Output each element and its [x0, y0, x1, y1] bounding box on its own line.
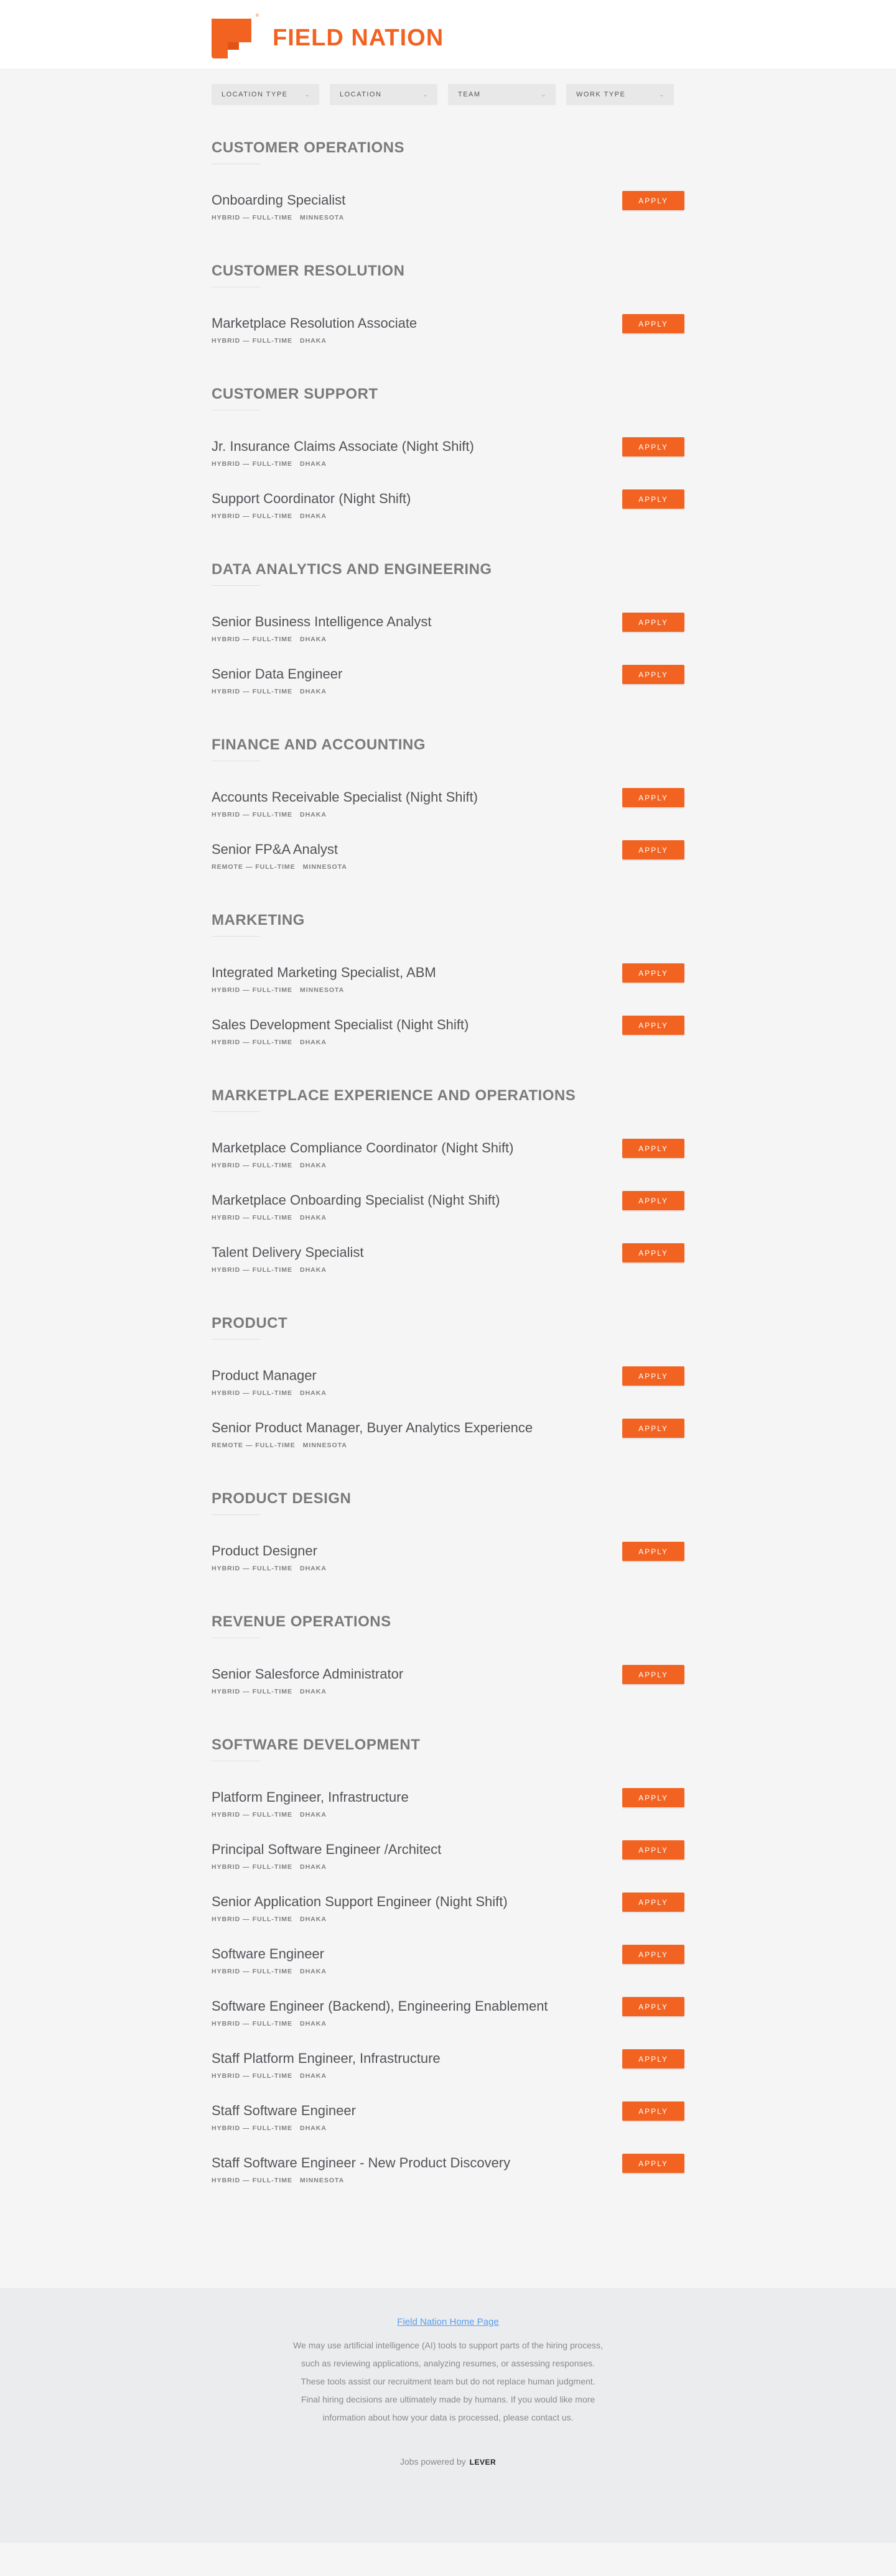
job-posting: [212, 1543, 684, 1595]
section-title: CUSTOMER OPERATIONS: [212, 139, 404, 156]
job-meta: [212, 1039, 684, 1046]
chevron-down-icon: ⌄: [659, 91, 665, 98]
job-postings: [212, 139, 684, 2207]
job-location: MINNESOTA: [300, 214, 345, 221]
section-product-design: [212, 1490, 684, 1595]
apply-button[interactable]: APPLY: [622, 489, 684, 509]
filter-label: WORK TYPE: [576, 91, 626, 98]
job-work-type: HYBRID — FULL-TIME: [212, 2177, 292, 2184]
job-location: DHAKA: [300, 1214, 327, 1221]
job-meta: [212, 811, 684, 818]
section-divider: [212, 1111, 260, 1112]
section-title: PRODUCT: [212, 1315, 288, 1332]
section-title: PRODUCT DESIGN: [212, 1490, 352, 1507]
apply-button[interactable]: APPLY: [622, 963, 684, 983]
job-location: DHAKA: [300, 460, 327, 468]
filter-label: LOCATION TYPE: [222, 91, 288, 98]
job-posting: [212, 614, 684, 666]
job-location: DHAKA: [300, 1688, 327, 1695]
job-posting: [212, 192, 684, 244]
apply-button[interactable]: APPLY: [622, 1665, 684, 1684]
apply-button[interactable]: APPLY: [622, 437, 684, 456]
job-work-type: HYBRID — FULL-TIME: [212, 1389, 292, 1397]
job-meta: [212, 2177, 684, 2184]
job-posting: [212, 965, 684, 1017]
job-meta: [212, 512, 684, 520]
apply-button[interactable]: APPLY: [622, 665, 684, 684]
job-location: DHAKA: [300, 1863, 327, 1871]
section-software-development: [212, 1736, 684, 2207]
section-title: SOFTWARE DEVELOPMENT: [212, 1736, 421, 1753]
job-meta: [212, 2072, 684, 2080]
apply-button[interactable]: APPLY: [622, 788, 684, 807]
apply-button[interactable]: APPLY: [622, 1139, 684, 1158]
job-work-type: HYBRID — FULL-TIME: [212, 1688, 292, 1695]
chevron-down-icon: ⌄: [304, 91, 310, 98]
job-location: DHAKA: [300, 688, 327, 695]
section-title: MARKETPLACE EXPERIENCE AND OPERATIONS: [212, 1087, 576, 1104]
apply-button[interactable]: APPLY: [622, 840, 684, 859]
section-divider: [212, 936, 260, 937]
filter-team[interactable]: [448, 84, 556, 105]
section-title: MARKETING: [212, 912, 305, 929]
job-title-link[interactable]: Talent Delivery Specialist: [212, 1244, 364, 1260]
job-meta: [212, 1266, 684, 1274]
job-meta: [212, 1162, 684, 1169]
job-location: MINNESOTA: [300, 2177, 345, 2184]
job-meta: [212, 688, 684, 695]
job-meta: [212, 1688, 684, 1695]
job-title-link[interactable]: Platform Engineer, Infrastructure: [212, 1789, 409, 1805]
job-work-type: HYBRID — FULL-TIME: [212, 1162, 292, 1169]
apply-button[interactable]: APPLY: [622, 1542, 684, 1561]
job-location: DHAKA: [300, 1039, 327, 1046]
job-title-link[interactable]: Staff Software Engineer: [212, 2103, 356, 2118]
job-posting: [212, 1192, 684, 1244]
job-posting: [212, 491, 684, 543]
job-work-type: HYBRID — FULL-TIME: [212, 688, 292, 695]
job-posting: [212, 2050, 684, 2103]
section-title: FINANCE AND ACCOUNTING: [212, 736, 426, 753]
section-customer-operations: [212, 139, 684, 244]
job-meta: [212, 986, 684, 994]
job-title-link[interactable]: Senior Salesforce Administrator: [212, 1666, 404, 1682]
job-title-link[interactable]: Senior Business Intelligence Analyst: [212, 614, 432, 629]
job-work-type: HYBRID — FULL-TIME: [212, 1039, 292, 1046]
job-title-link[interactable]: Senior FP&A Analyst: [212, 841, 338, 857]
job-posting: [212, 1017, 684, 1069]
section-title: DATA ANALYTICS AND ENGINEERING: [212, 561, 492, 578]
job-meta: [212, 863, 684, 871]
apply-button[interactable]: APPLY: [622, 1191, 684, 1210]
job-posting: [212, 1666, 684, 1718]
job-location: DHAKA: [300, 1916, 327, 1923]
job-title-link[interactable]: Product Manager: [212, 1368, 317, 1383]
job-title-link[interactable]: Marketplace Compliance Coordinator (Night Shift): [212, 1140, 514, 1156]
job-work-type: HYBRID — FULL-TIME: [212, 337, 292, 345]
apply-button[interactable]: APPLY: [622, 2154, 684, 2173]
job-title-link[interactable]: Senior Product Manager, Buyer Analytics Experience: [212, 1420, 533, 1435]
chevron-down-icon: ⌄: [422, 91, 429, 98]
job-work-type: REMOTE — FULL-TIME: [212, 1442, 296, 1449]
job-meta: [212, 337, 684, 345]
logo-text: FIELD NATION: [273, 24, 444, 51]
apply-button[interactable]: APPLY: [622, 1893, 684, 1912]
job-location: DHAKA: [300, 512, 327, 520]
job-work-type: HYBRID — FULL-TIME: [212, 1214, 292, 1221]
job-posting: [212, 438, 684, 491]
job-meta: [212, 636, 684, 643]
job-work-type: HYBRID — FULL-TIME: [212, 2124, 292, 2132]
job-meta: [212, 1968, 684, 1975]
job-location: DHAKA: [300, 636, 327, 643]
apply-button[interactable]: APPLY: [622, 1243, 684, 1263]
job-meta: [212, 1565, 684, 1572]
job-title-link[interactable]: Staff Platform Engineer, Infrastructure: [212, 2050, 441, 2066]
job-work-type: HYBRID — FULL-TIME: [212, 1266, 292, 1274]
job-title-link[interactable]: Jr. Insurance Claims Associate (Night Shift): [212, 438, 474, 454]
job-work-type: HYBRID — FULL-TIME: [212, 512, 292, 520]
job-posting: [212, 666, 684, 718]
job-title-link[interactable]: Integrated Marketing Specialist, ABM: [212, 965, 436, 980]
job-meta: [212, 1442, 684, 1449]
apply-button[interactable]: APPLY: [622, 1366, 684, 1386]
job-posting: [212, 789, 684, 841]
section-product: [212, 1314, 684, 1472]
section-title: REVENUE OPERATIONS: [212, 1613, 391, 1630]
apply-button[interactable]: APPLY: [622, 314, 684, 333]
job-location: DHAKA: [300, 2124, 327, 2132]
job-posting: [212, 1998, 684, 2050]
job-title-link[interactable]: Senior Data Engineer: [212, 666, 343, 682]
job-posting: [212, 1420, 684, 1472]
job-posting: [212, 841, 684, 894]
job-meta: [212, 2020, 684, 2027]
job-work-type: HYBRID — FULL-TIME: [212, 1565, 292, 1572]
filter-label: LOCATION: [340, 91, 382, 98]
job-meta: [212, 2124, 684, 2132]
job-title-link[interactable]: Marketplace Resolution Associate: [212, 315, 418, 331]
job-title-link[interactable]: Support Coordinator (Night Shift): [212, 491, 411, 506]
apply-button[interactable]: APPLY: [622, 2101, 684, 2121]
apply-button[interactable]: APPLY: [622, 1419, 684, 1438]
job-location: MINNESOTA: [302, 863, 347, 871]
apply-button[interactable]: APPLY: [622, 1840, 684, 1860]
job-location: DHAKA: [300, 1565, 327, 1572]
job-posting: [212, 1368, 684, 1420]
job-meta: [212, 1811, 684, 1818]
job-meta: [212, 1916, 684, 1923]
job-work-type: HYBRID — FULL-TIME: [212, 1968, 292, 1975]
section-customer-support: [212, 385, 684, 543]
job-posting: [212, 1244, 684, 1297]
job-meta: [212, 460, 684, 468]
job-work-type: REMOTE — FULL-TIME: [212, 863, 296, 871]
filter-label: TEAM: [458, 91, 481, 98]
job-location: DHAKA: [300, 1266, 327, 1274]
job-posting: [212, 1894, 684, 1946]
job-location: DHAKA: [300, 1162, 327, 1169]
section-data-analytics-and-engineering: [212, 560, 684, 718]
job-location: DHAKA: [300, 1811, 327, 1818]
job-posting: [212, 1789, 684, 1842]
filter-location-type[interactable]: [212, 84, 319, 105]
logo-mark-icon: ®: [212, 17, 253, 58]
apply-button[interactable]: APPLY: [622, 1788, 684, 1807]
job-location: DHAKA: [300, 811, 327, 818]
apply-button[interactable]: APPLY: [622, 1997, 684, 2016]
job-work-type: HYBRID — FULL-TIME: [212, 2072, 292, 2080]
job-work-type: HYBRID — FULL-TIME: [212, 1811, 292, 1818]
footer: [0, 2288, 896, 2543]
apply-button[interactable]: APPLY: [622, 191, 684, 210]
apply-button[interactable]: APPLY: [622, 2049, 684, 2069]
job-title-link[interactable]: Senior Application Support Engineer (Night Shift): [212, 1894, 508, 1909]
job-posting: [212, 1946, 684, 1998]
job-work-type: HYBRID — FULL-TIME: [212, 2020, 292, 2027]
filter-bar: [212, 84, 684, 105]
header: [0, 0, 896, 68]
job-posting: [212, 2155, 684, 2207]
job-location: MINNESOTA: [302, 1442, 347, 1449]
section-divider: [212, 585, 260, 586]
job-work-type: HYBRID — FULL-TIME: [212, 460, 292, 468]
powered-by: [0, 2457, 896, 2467]
powered-by-text: Jobs powered by: [399, 2457, 466, 2467]
section-revenue-operations: [212, 1613, 684, 1718]
job-meta: [212, 1214, 684, 1221]
ai-disclaimer: We may use artificial intelligence (AI) tools to support parts of the hiring process, such as reviewing applications, analyzing resumes, or assessing responses. These tools assist our recruitment team but do not replace human judgment. Final hiring decisions are ultimately made by humans. If you would like more information about how your data is processed, please contact us.: [293, 2340, 603, 2422]
lever-logo[interactable]: LEVER: [469, 2458, 497, 2467]
section-finance-and-accounting: [212, 736, 684, 894]
job-title-link[interactable]: Staff Software Engineer - New Product Discovery: [212, 2155, 511, 2171]
job-meta: [212, 214, 684, 221]
job-title-link[interactable]: Marketplace Onboarding Specialist (Night Shift): [212, 1192, 500, 1208]
apply-button[interactable]: APPLY: [622, 1945, 684, 1964]
section-title: CUSTOMER RESOLUTION: [212, 262, 405, 279]
filter-location[interactable]: [330, 84, 437, 105]
job-location: DHAKA: [300, 2072, 327, 2080]
section-marketplace-experience-and-operations: [212, 1086, 684, 1297]
job-posting: [212, 315, 684, 368]
job-meta: [212, 1863, 684, 1871]
section-marketing: [212, 911, 684, 1069]
job-posting: [212, 2103, 684, 2155]
field-nation-logo[interactable]: [212, 0, 684, 58]
section-divider: [212, 1514, 260, 1515]
job-work-type: HYBRID — FULL-TIME: [212, 811, 292, 818]
home-page-link[interactable]: Field Nation Home Page: [397, 2317, 499, 2327]
job-work-type: HYBRID — FULL-TIME: [212, 636, 292, 643]
section-divider: [212, 1339, 260, 1340]
job-work-type: HYBRID — FULL-TIME: [212, 214, 292, 221]
job-meta: [212, 1389, 684, 1397]
section-customer-resolution: [212, 262, 684, 368]
apply-button[interactable]: APPLY: [622, 613, 684, 632]
job-title-link[interactable]: Software Engineer (Backend), Engineering Enablement: [212, 1998, 548, 2014]
job-location: MINNESOTA: [300, 986, 345, 994]
job-work-type: HYBRID — FULL-TIME: [212, 1916, 292, 1923]
job-title-link[interactable]: Sales Development Specialist (Night Shift): [212, 1017, 469, 1032]
job-title-link[interactable]: Software Engineer: [212, 1946, 324, 1962]
job-work-type: HYBRID — FULL-TIME: [212, 1863, 292, 1871]
job-work-type: HYBRID — FULL-TIME: [212, 986, 292, 994]
job-location: DHAKA: [300, 337, 327, 345]
chevron-down-icon: ⌄: [541, 91, 547, 98]
job-posting: [212, 1842, 684, 1894]
apply-button[interactable]: APPLY: [622, 1016, 684, 1035]
job-title-link[interactable]: Product Designer: [212, 1543, 317, 1559]
section-title: CUSTOMER SUPPORT: [212, 386, 378, 402]
job-posting: [212, 1140, 684, 1192]
job-location: DHAKA: [300, 1389, 327, 1397]
job-location: DHAKA: [300, 2020, 327, 2027]
job-title-link[interactable]: Accounts Receivable Specialist (Night Shift): [212, 789, 478, 805]
job-title-link[interactable]: Onboarding Specialist: [212, 192, 346, 208]
job-location: DHAKA: [300, 1968, 327, 1975]
filter-work-type[interactable]: [566, 84, 674, 105]
job-title-link[interactable]: Principal Software Engineer /Architect: [212, 1842, 442, 1857]
